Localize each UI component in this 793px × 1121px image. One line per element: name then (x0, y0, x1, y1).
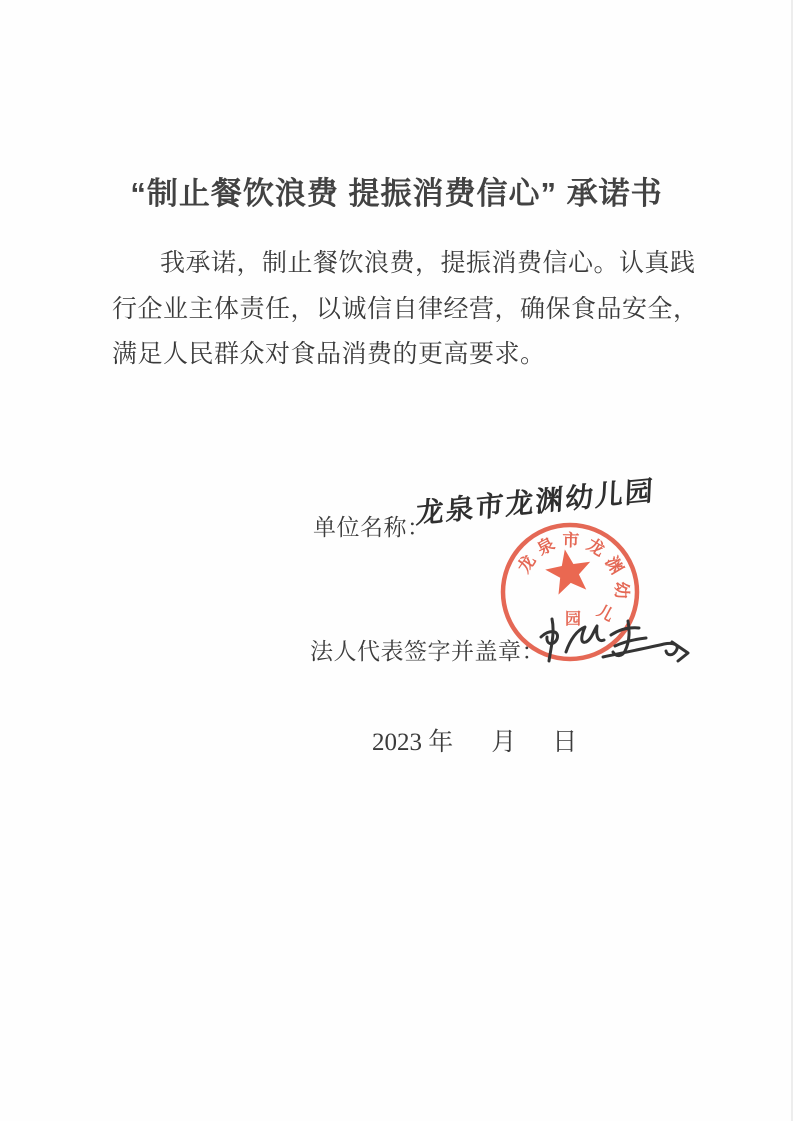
seal-char: 龙 (583, 534, 608, 560)
seal-char: 园 (564, 611, 582, 628)
date-year: 2023 年 (372, 729, 454, 756)
document-title: “制止餐饮浪费 提振消费信心” 承诺书 (130, 176, 663, 211)
signature-label: 法人代表签字并盖章： (310, 639, 545, 664)
paragraph-line: 行企业主体责任，以诚信自律经营，确保食品安全， (112, 295, 699, 323)
paragraph-line: 我承诺，制止餐饮浪费，提振消费信心。认真践 (160, 250, 696, 277)
seal-char: 龙 (514, 551, 540, 577)
seal-char: 儿 (594, 602, 617, 626)
seal-char: 泉 (533, 534, 558, 559)
paragraph-line: 满足人民群众对食品消费的更高要求。 (112, 341, 546, 368)
date-day: 日 (552, 729, 578, 756)
unit-name-handwriting: 龙泉市龙渊幼儿园 (415, 475, 656, 531)
unit-name-label: 单位名称： (313, 515, 431, 540)
seal-char: 幼 (611, 581, 632, 600)
seal-char: 渊 (601, 553, 627, 578)
official-seal-stamp (503, 525, 637, 659)
date-month: 月 (491, 729, 517, 756)
seal-char: 市 (562, 530, 580, 551)
